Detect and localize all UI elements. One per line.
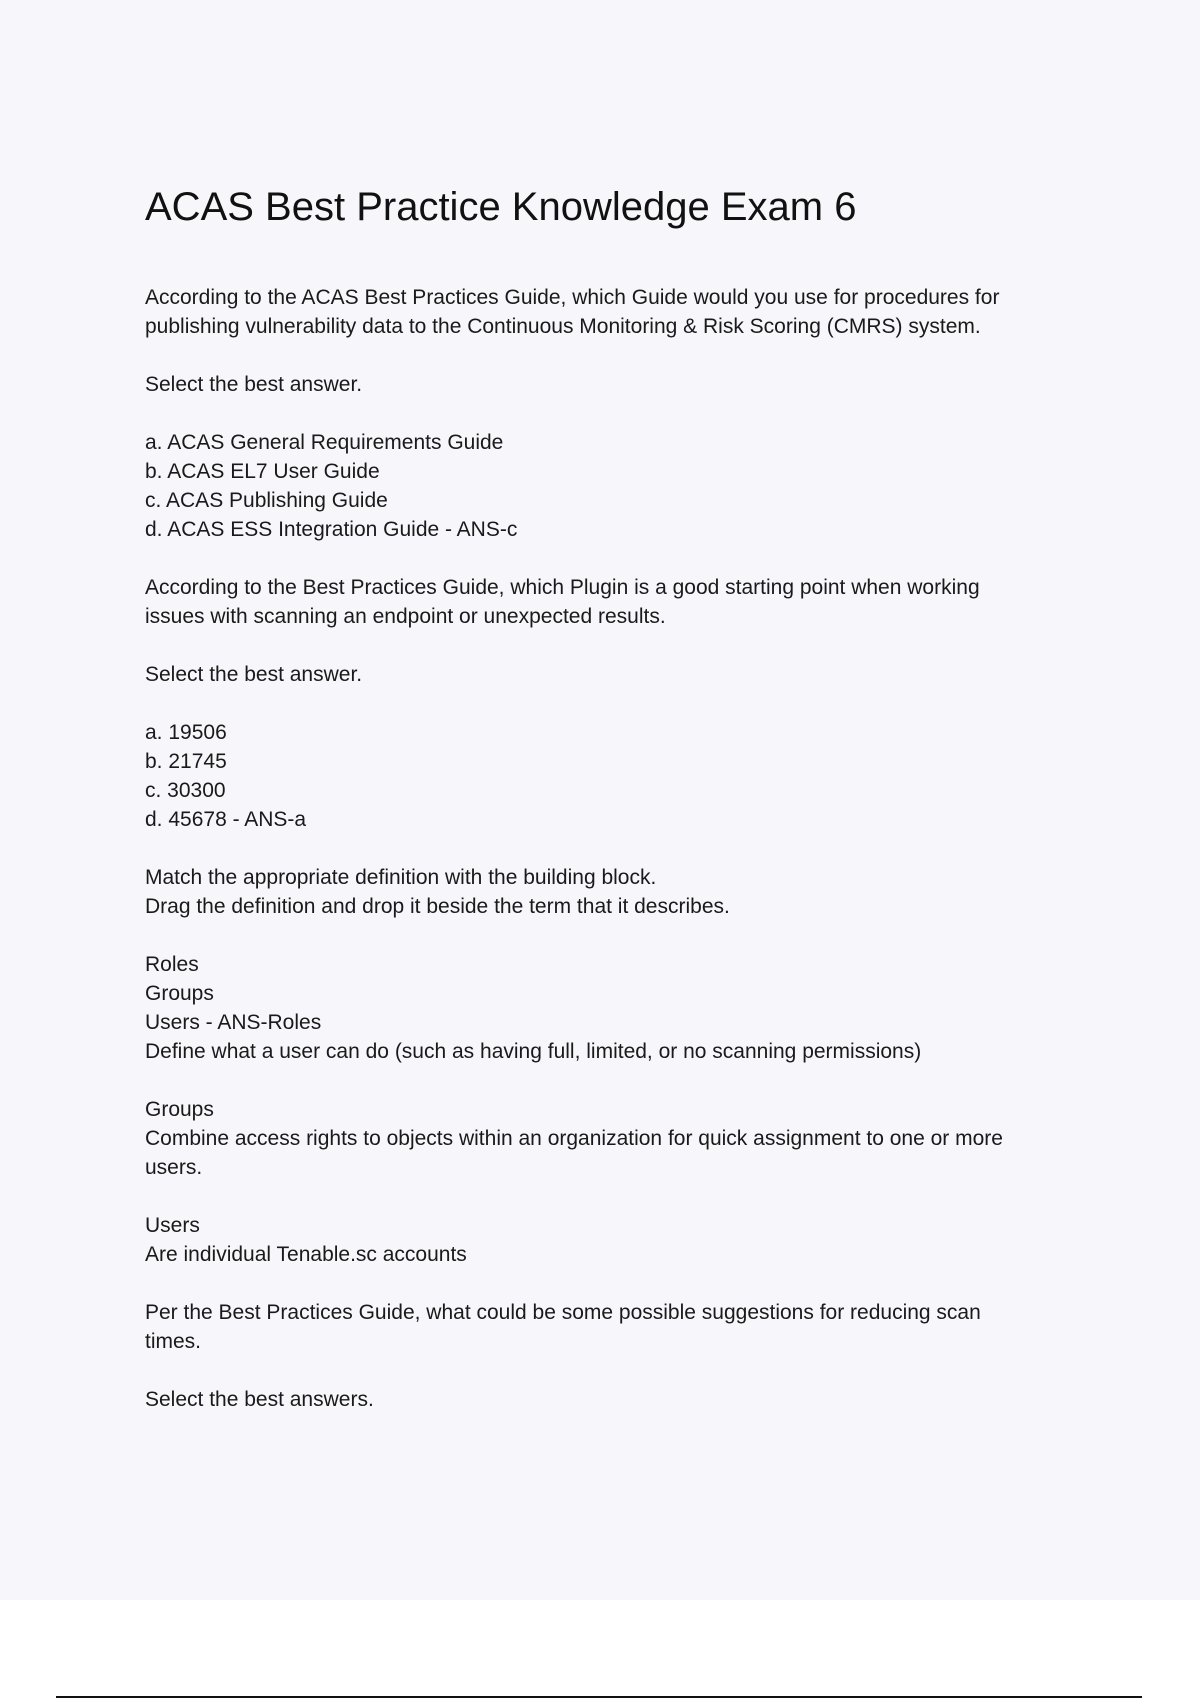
option-d: d. 45678 - ANS-a <box>145 808 307 831</box>
users-definition-block <box>145 1211 1085 1269</box>
document-content <box>145 178 1085 1443</box>
question-4-text <box>145 1298 1085 1356</box>
option-d: d. ACAS ESS Integration Guide - ANS-c <box>145 518 518 541</box>
groups-definition-block <box>145 1095 1085 1182</box>
option-c: c. ACAS Publishing Guide <box>145 489 388 512</box>
users-term: Users <box>145 1214 200 1237</box>
question-1-text <box>145 283 1085 341</box>
question-2-line: According to the Best Practices Guide, which Plugin is a good starting point when working <box>145 576 980 599</box>
option-c: c. 30300 <box>145 779 226 802</box>
question-4-instruction: Select the best answers. <box>145 1388 374 1411</box>
question-2-text <box>145 573 1085 631</box>
question-1-instruction: Select the best answer. <box>145 373 363 396</box>
question-3-line: Match the appropriate definition with the building block. <box>145 866 657 889</box>
question-1-line: publishing vulnerability data to the Continuous Monitoring & Risk Scoring (CMRS) system. <box>145 315 981 338</box>
option-a: a. ACAS General Requirements Guide <box>145 431 504 454</box>
question-1-options <box>145 428 1085 544</box>
question-4-line: Per the Best Practices Guide, what could be some possible suggestions for reducing scan <box>145 1301 981 1324</box>
option-b: b. 21745 <box>145 750 227 773</box>
question-3-terms <box>145 950 1085 1066</box>
question-3-line: Drag the definition and drop it beside the term that it describes. <box>145 895 730 918</box>
question-2-instruction: Select the best answer. <box>145 663 363 686</box>
groups-term: Groups <box>145 1098 214 1121</box>
document-title: ACAS Best Practice Knowledge Exam 6 <box>145 185 857 229</box>
term-groups: Groups <box>145 982 214 1005</box>
option-a: a. 19506 <box>145 721 227 744</box>
option-b: b. ACAS EL7 User Guide <box>145 460 380 483</box>
question-1-line: According to the ACAS Best Practices Guide, which Guide would you use for procedures for <box>145 286 1000 309</box>
groups-definition-line: Combine access rights to objects within an organization for quick assignment to one or more <box>145 1127 1003 1150</box>
users-definition: Are individual Tenable.sc accounts <box>145 1243 467 1266</box>
question-2-line: issues with scanning an endpoint or unexpected results. <box>145 605 666 628</box>
definition-roles: Define what a user can do (such as having full, limited, or no scanning permissions) <box>145 1040 922 1063</box>
groups-definition-line: users. <box>145 1156 203 1179</box>
question-3-text <box>145 863 1085 921</box>
footer-divider <box>56 1696 1142 1698</box>
term-users: Users - ANS-Roles <box>145 1011 322 1034</box>
question-2-options <box>145 718 1085 834</box>
term-roles: Roles <box>145 953 199 976</box>
question-4-line: times. <box>145 1330 202 1353</box>
